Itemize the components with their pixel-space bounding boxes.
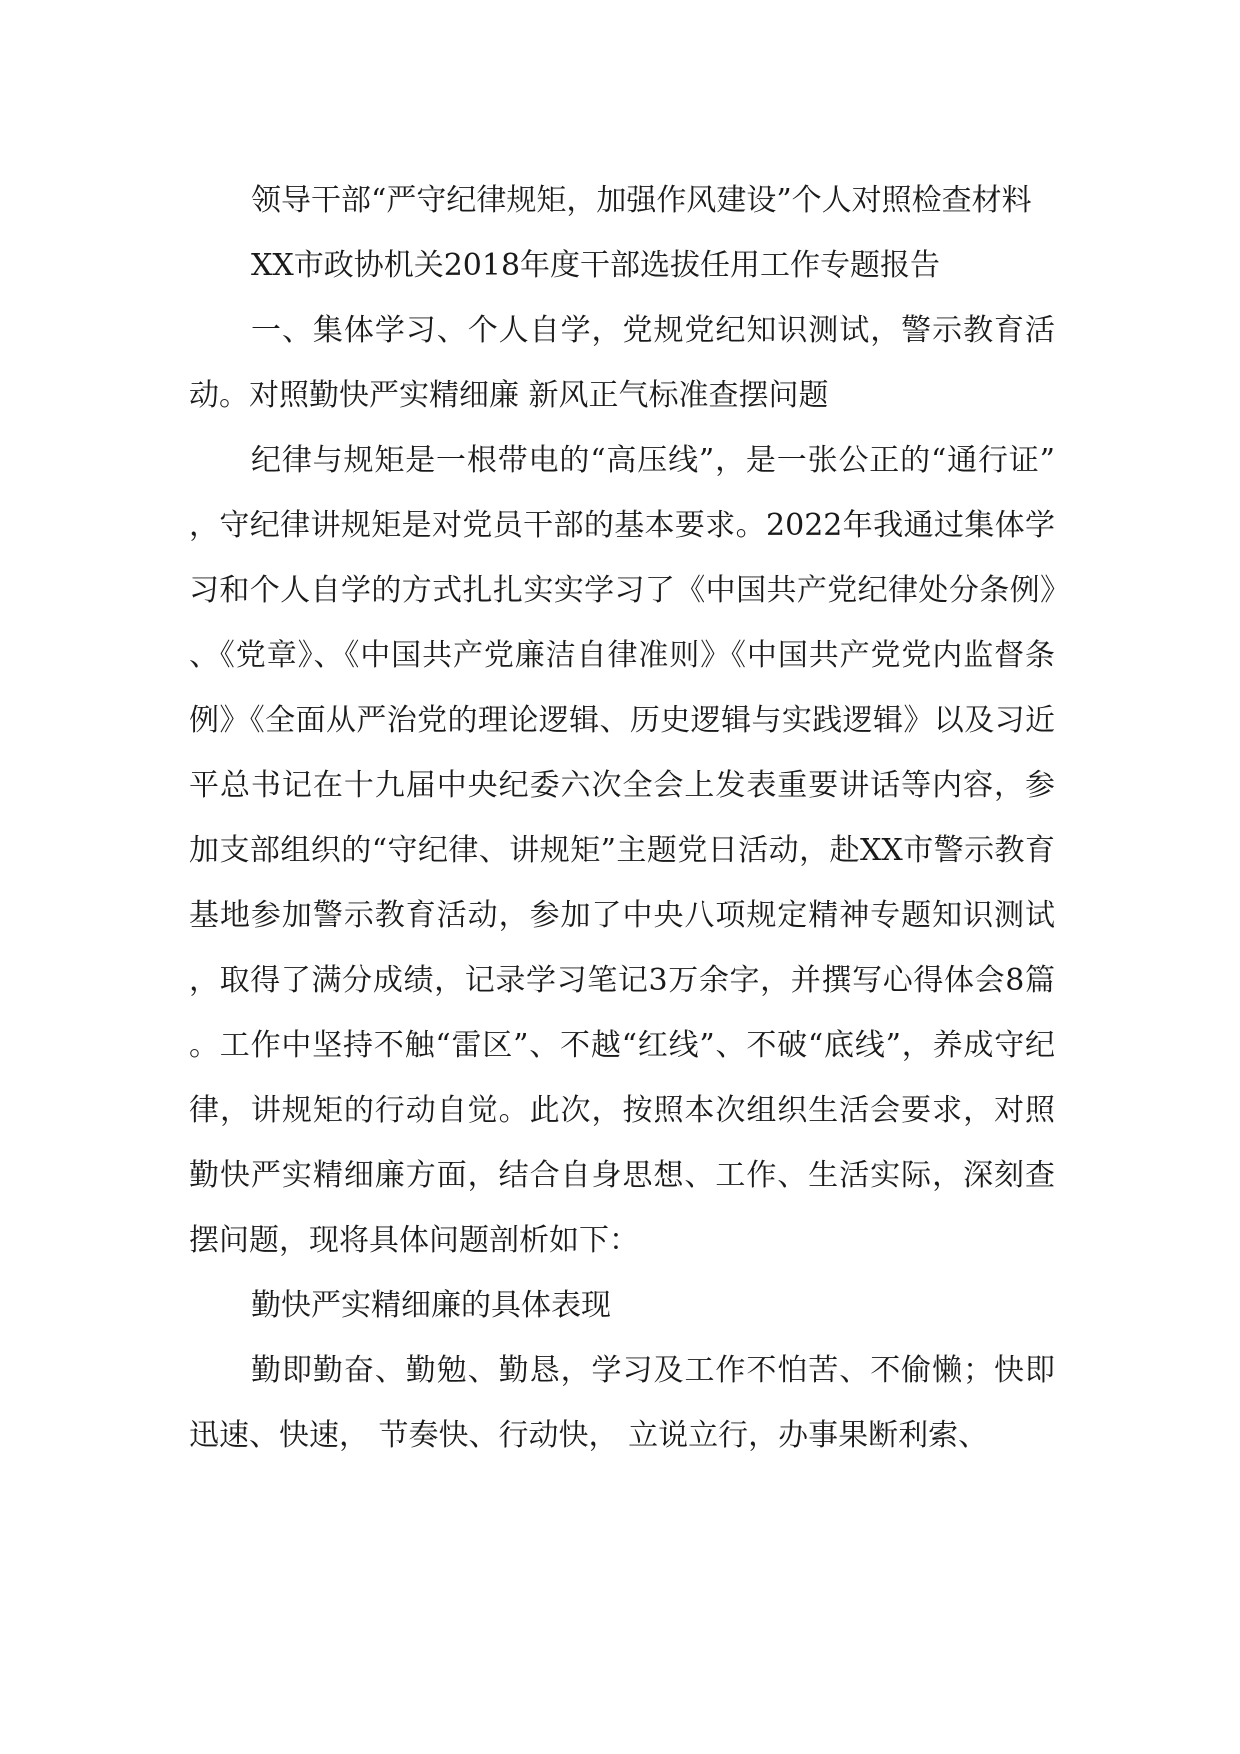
section-heading: 一、集体学习、个人自学，党规党纪知识测试，警示教育活动。对照勤快严实精细廉 新风正气标准查摆问题 (189, 313, 1055, 413)
body-paragraph: 纪律与规矩是一根带电的“高压线”，是一张公正的“通行证”，守纪律讲规矩是对党员干部的基本要求。2022年我通过集体学习和个人自学的方式扎扎实实学习了《中国共产党纪律处分条例》、《党章》、《中国共产党廉洁自律准则》《中国共产党党内监督条例》《全面从严治党的理论逻辑、历史逻辑与实践逻辑》以及习近平总书记在十九届中央纪委六次全会上发表重要讲话等内容，参加支部组织的“守纪律、讲规矩”主题党日活动，赴XX市警示教育基地参加警示教育活动，参加了中央八项规定精神专题知识测试，取得了满分成绩，记录学习笔记3万余字，并撰写心得体会8篇。工作中坚持不触“雷区”、不越“红线”、不破“底线”，养成守纪律，讲规矩的行动自觉。此次，按照本次组织生活会要求，对照勤快严实精细廉方面，结合自身思想、工作、生活实际，深刻查摆问题，现将具体问题剖析如下： (189, 443, 1055, 1258)
document-title: 领导干部“严守纪律规矩，加强作风建设”个人对照检查材料 (251, 183, 1032, 218)
report-title: XX市政协机关2018年度干部选拔任用工作专题报告 (251, 248, 941, 283)
subsection-heading: 勤快严实精细廉的具体表现 (251, 1288, 611, 1323)
document-body (189, 168, 1055, 1468)
body-paragraph: 勤即勤奋、勤勉、勤恳，学习及工作不怕苦、不偷懒；快即迅速、快速， 节奏快、行动快， 立说立行，办事果断利索、 (189, 1353, 1055, 1453)
